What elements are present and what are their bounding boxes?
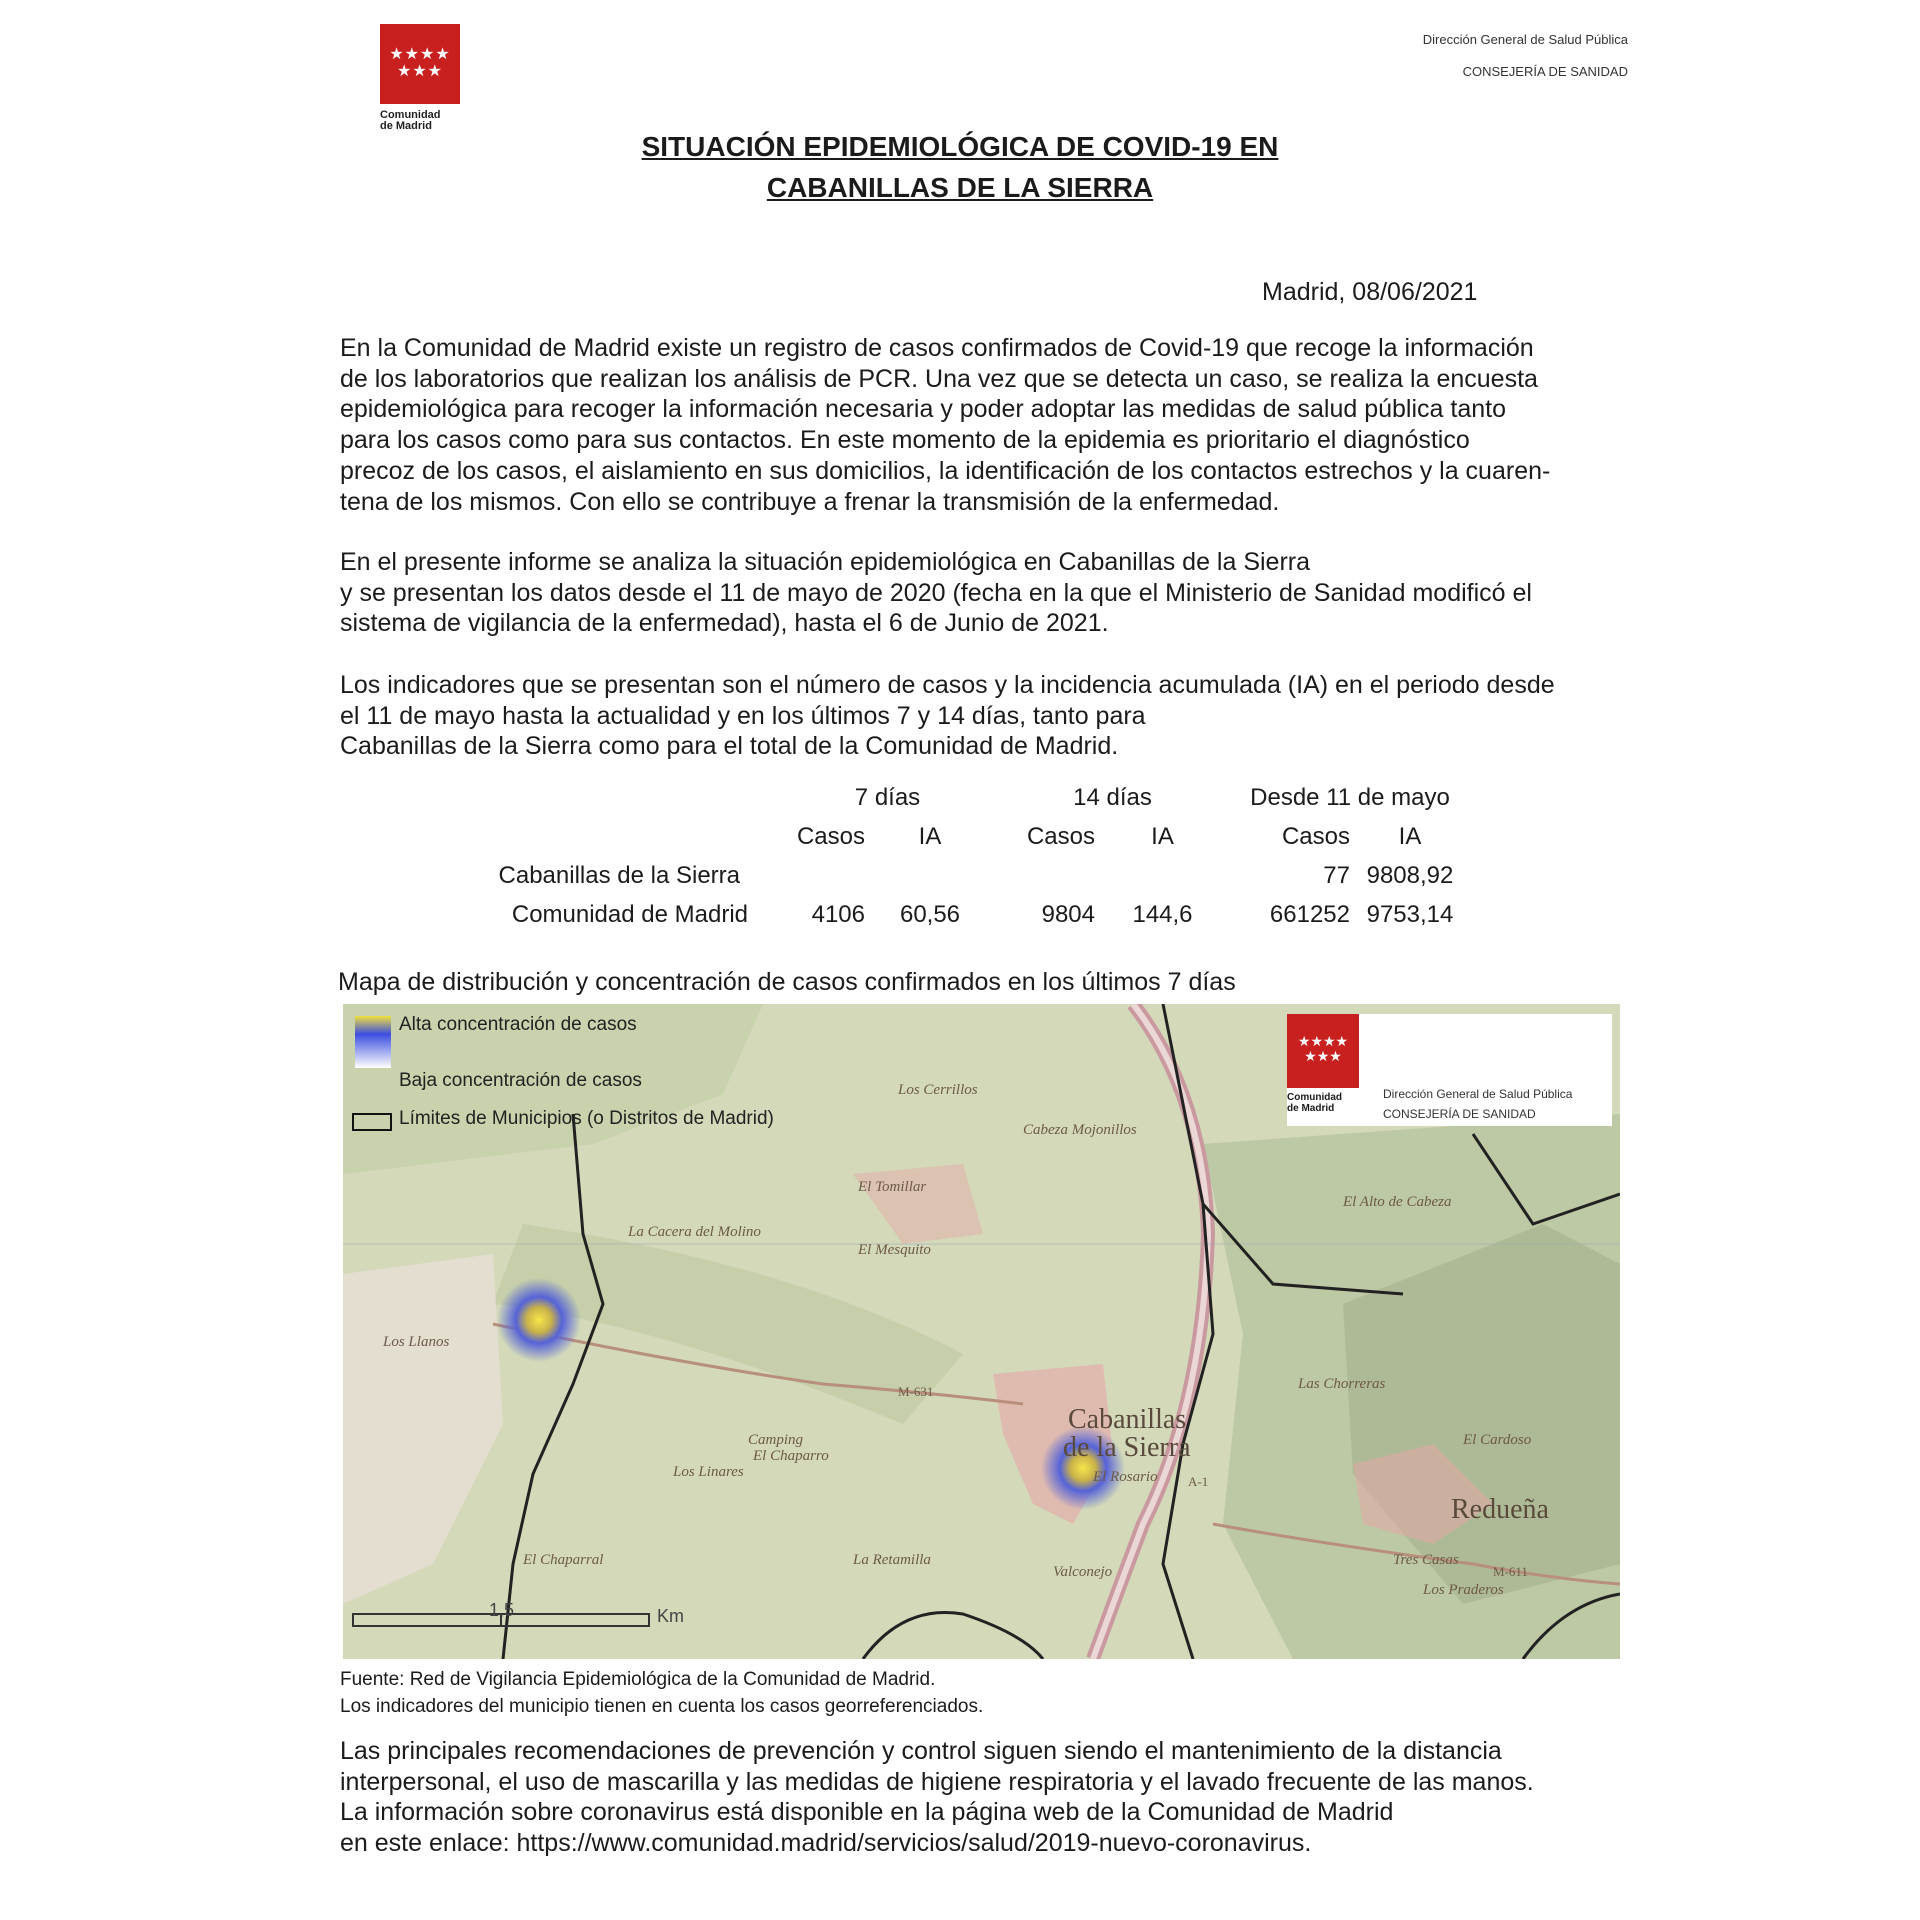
org-line-2: CONSEJERÍA DE SANIDAD [1462,64,1628,79]
map-organization-logo [1287,1014,1612,1126]
place-reduena: Redueña [1451,1494,1549,1525]
road-label: A-1 [1188,1474,1209,1489]
col-ia: IA [1398,822,1422,850]
col-casos: Casos [796,822,865,850]
report-date: Madrid, 08/06/2021 [1262,278,1478,306]
place-label: Los Cerrillos [898,1082,978,1098]
source-note: Fuente: Red de Vigilancia Epidemiológica de la Comunidad de Madrid. Los indicadores del municipio tienen en cuenta los casos georreferenciados. [340,1669,984,1717]
scale-unit: Km [657,1606,684,1626]
legend-high-label: Alta concentración de casos [399,1014,637,1035]
col-casos: Casos [1281,822,1350,850]
comunidad-madrid-logo [380,24,460,132]
place-label: El Chaparral [523,1552,604,1568]
table-row: Comunidad de Madrid 4106 60,56 9804 144,6 661252 9753,14 [480,895,1470,934]
col-ia: IA [918,822,942,850]
place-label: Los Llanos [383,1334,450,1350]
table-period-header [480,778,1470,817]
coronavirus-link-line[interactable]: en este enlace: https://www.comunidad.madrid/servicios/salud/2019-nuevo-coronavirus. [340,1829,1312,1858]
place-label: Camping [748,1432,804,1448]
place-label: La Cacera del Molino [628,1224,761,1240]
place-label: El Mesquito [858,1242,931,1258]
paragraph-indicators: Los indicadores que se presentan son el número de casos y la incidencia acumulada (IA) en el periodo desde el 11 de mayo hasta la actualidad y en los últimos 7 y 14 días, tanto para Cabanillas de la Sierra como para el total de la Comunidad de Madrid. [340,671,1555,761]
case-distribution-map [343,1004,1620,1659]
legend-low-label: Baja concentración de casos [399,1070,642,1091]
indicators-table [480,778,1470,934]
place-label: Tres Casas [1393,1552,1459,1568]
period-since-may: Desde 11 de mayo [1250,783,1450,811]
place-label: Valconejo [1053,1564,1113,1580]
place-label: El Chaparro [753,1448,829,1464]
paragraph-recommendations: Las principales recomendaciones de prevención y control siguen siendo el mantenimiento de la distancia interpersonal, el uso de mascarilla y las medidas de higiene respiratoria y el lavado frecuente de las manos. La información sobre coronavirus está disponible en la página web de la Comunidad de Madrid en este enlace: https://www.comunidad.madrid/servicios/salud/2019-nuevo-coronavirus. [340,1736,1640,1859]
cell-ia-total: 9808,92 [1366,861,1454,889]
madrid-flag-icon: ★★★★ ★★★ [380,24,460,104]
logo-name: Comunidad de Madrid [380,109,441,132]
row-label: Cabanillas de la Sierra [498,861,740,889]
title-line-2: CABANILLAS DE LA SIERRA [766,172,1154,203]
scale-value: 1,5 [489,1600,515,1620]
hotspot-marker [497,1278,581,1362]
place-cabanillas-2: de la Sierra [1063,1432,1191,1463]
place-label: Las Chorreras [1298,1376,1386,1392]
map-title: Mapa de distribución y concentración de casos confirmados en los últimos 7 días [338,968,1236,996]
logo-name: Comunidad de Madrid [1287,1092,1342,1114]
cell-cases-total: 77 [1323,861,1350,889]
place-label: El Cardoso [1463,1432,1532,1448]
org-line-1: Dirección General de Salud Pública [1422,32,1628,47]
col-casos: Casos [1026,822,1095,850]
place-label: La Retamilla [853,1552,931,1568]
row-label: Comunidad de Madrid [511,900,748,928]
place-label: Los Praderos [1423,1582,1504,1598]
road-label: M-611 [1493,1564,1528,1579]
table-column-header [480,817,1470,856]
organization-header [1423,24,1628,88]
paragraph-intro: En la Comunidad de Madrid existe un registro de casos confirmados de Covid-19 que recoge la información de los laboratorios que realizan los análisis de PCR. Una vez que se detecta un caso, se realiza la encuesta epidemiológica para recoger la información necesaria y poder adoptar las medidas de salud pública tanto para los casos como para sus contactos. En este momento de la epidemia es prioritario el diagnóstico precoz de los casos, el aislamiento en sus domicilios, la identificación de los contactos estrechos y la cuaren- tena de los mismos. Con ello se contribuye a frenar la transmisión de la enfermedad. [340,334,1551,516]
col-ia: IA [1151,822,1174,850]
place-label: El Tomillar [858,1179,927,1195]
table-row [480,856,1470,895]
legend-gradient-icon [355,1016,391,1068]
road-label: M-631 [898,1384,934,1399]
paragraph-scope: En el presente informe se analiza la situación epidemiológica en Cabanillas de la Sierra y se presentan los datos desde el 11 de mayo de 2020 (fecha en la que el Ministerio de Sanidad modificó el sistema de vigilancia de la enfermedad), hasta el 6 de Junio de 2021. [340,548,1532,638]
place-label: El Alto de Cabeza [1343,1194,1452,1210]
place-label: Cabeza Mojonillos [1023,1122,1137,1138]
madrid-flag-icon: ★★★★ ★★★ [1287,1014,1359,1088]
map-org-text: Dirección General de Salud Pública CONSEJERÍA DE SANIDAD [1383,1087,1573,1121]
title-line-1: SITUACIÓN EPIDEMIOLÓGICA DE COVID-19 EN [641,131,1279,162]
place-label: Los Linares [673,1464,744,1480]
place-cabanillas: Cabanillas [1068,1404,1187,1435]
place-label: El Rosario [1093,1469,1158,1485]
page-title [0,126,1920,208]
period-7-days: 7 días [854,783,921,811]
legend-limits-label: Límites de Municipios (o Distritos de Madrid) [399,1108,774,1129]
period-14-days: 14 días [1073,783,1152,811]
